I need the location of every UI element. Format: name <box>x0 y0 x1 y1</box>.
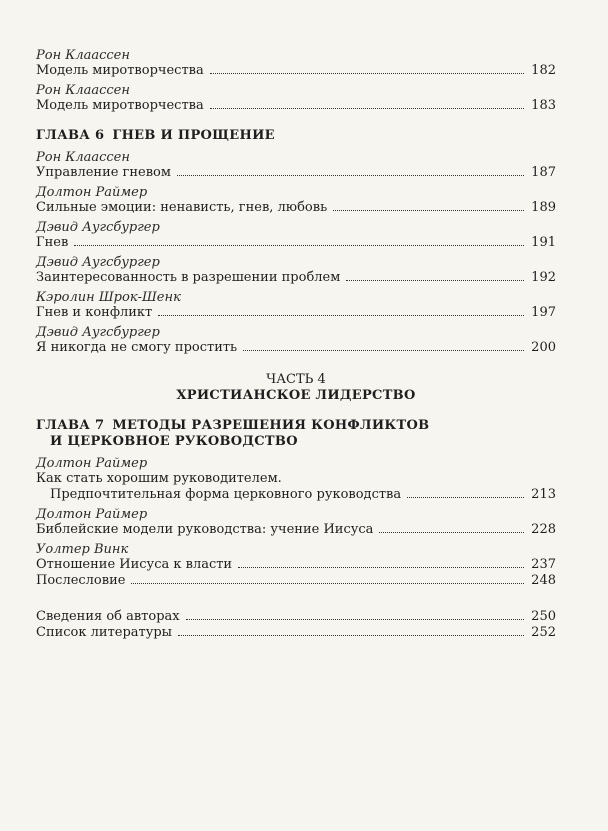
toc-entry <box>36 456 556 503</box>
entry-author: Уолтер Винк <box>36 542 129 557</box>
entry-title: Библейские модели руководства: учение Иисуса <box>36 522 374 537</box>
leader-dots <box>407 497 524 498</box>
leader-dots <box>210 108 524 109</box>
leader-dots <box>186 619 524 620</box>
chapter-label: ГЛАВА 6 <box>36 128 105 143</box>
entry-line <box>36 625 556 641</box>
entry-page: 197 <box>531 305 556 320</box>
entry-title: Заинтересованность в разрешении проблем <box>36 270 341 285</box>
entry-page: 213 <box>531 487 556 502</box>
entry-line <box>36 200 556 216</box>
leader-dots <box>243 350 524 351</box>
entry-page: 182 <box>531 63 556 78</box>
entry-line <box>36 609 556 625</box>
entry-page: 250 <box>531 609 556 624</box>
entry-author: Рон Клаассен <box>36 150 130 165</box>
entry-title: Сведения об авторах <box>36 609 180 624</box>
leader-dots <box>379 532 524 533</box>
leader-dots <box>131 583 524 584</box>
entry-author: Рон Клаассен <box>36 48 130 63</box>
entry-title: Я никогда не смогу простить <box>36 340 238 355</box>
entry-page: 192 <box>531 270 556 285</box>
entry-line <box>36 270 556 286</box>
leader-dots <box>346 280 524 281</box>
entry-author: Рон Клаассен <box>36 83 130 98</box>
part-title: ХРИСТИАНСКОЕ ЛИДЕРСТВО <box>176 388 416 403</box>
toc-entry <box>36 185 556 216</box>
toc-entry <box>36 542 556 589</box>
leader-dots <box>238 567 524 568</box>
toc-entry <box>36 255 556 286</box>
toc-entry <box>36 150 556 181</box>
leader-dots <box>333 210 524 211</box>
toc-entry <box>36 507 556 538</box>
entry-author: Кэролин Шрок-Шенк <box>36 290 181 305</box>
entry-author: Долтон Раймер <box>36 507 148 522</box>
chapter-title: ГНЕВ И ПРОЩЕНИЕ <box>112 128 275 143</box>
leader-dots <box>210 73 524 74</box>
entry-title-line2: Предпочтительная форма церковного руководства <box>50 487 402 502</box>
toc-entry <box>36 325 556 356</box>
toc-entry <box>36 48 556 79</box>
entry-line <box>36 305 556 321</box>
chapter-title-line1: МЕТОДЫ РАЗРЕШЕНИЯ КОНФЛИКТОВ <box>112 418 430 433</box>
entry-author: Долтон Раймер <box>36 185 148 200</box>
entry-author: Дэвид Аугсбургер <box>36 255 160 270</box>
entry-title: Управление гневом <box>36 165 171 180</box>
chapter-title-line2: И ЦЕРКОВНОЕ РУКОВОДСТВО <box>50 434 298 449</box>
entry-title: Отношение Иисуса к власти <box>36 557 233 572</box>
part-label: ЧАСТЬ 4 <box>266 372 326 387</box>
entry-title-line1: Как стать хорошим руководителем. <box>36 471 282 486</box>
entry-line <box>36 63 556 79</box>
entry-line <box>36 98 556 114</box>
entry-page: 183 <box>531 98 556 113</box>
entry-line <box>36 235 556 251</box>
entry-page: 189 <box>531 200 556 215</box>
entry-page: 187 <box>531 165 556 180</box>
leader-dots <box>178 635 524 636</box>
entry-author: Дэвид Аугсбургер <box>36 325 160 340</box>
table-of-contents <box>36 48 556 641</box>
toc-entry <box>36 83 556 114</box>
entry-title: Послесловие <box>36 573 126 588</box>
entry-line <box>36 557 556 573</box>
leader-dots <box>74 245 524 246</box>
toc-entry <box>36 290 556 321</box>
entry-page: 248 <box>531 573 556 588</box>
entry-author: Долтон Раймер <box>36 456 148 471</box>
chapter-heading <box>36 128 556 144</box>
entry-line <box>36 573 556 589</box>
entry-page: 200 <box>531 340 556 355</box>
entry-title: Модель миротворчества <box>36 98 204 113</box>
entry-page: 228 <box>531 522 556 537</box>
leader-dots <box>158 315 524 316</box>
entry-title: Модель миротворчества <box>36 63 204 78</box>
entry-line <box>36 165 556 181</box>
entry-line <box>36 340 556 356</box>
toc-entry <box>36 220 556 251</box>
entry-title: Сильные эмоции: ненависть, гнев, любовь <box>36 200 328 215</box>
chapter-heading <box>36 418 556 450</box>
entry-author: Дэвид Аугсбургер <box>36 220 160 235</box>
chapter-label: ГЛАВА 7 <box>36 418 105 433</box>
entry-page: 252 <box>531 625 556 640</box>
leader-dots <box>177 175 524 176</box>
entry-page: 191 <box>531 235 556 250</box>
entry-line <box>36 487 556 503</box>
entry-line <box>36 522 556 538</box>
entry-page: 237 <box>531 557 556 572</box>
entry-title: Гнев <box>36 235 69 250</box>
entry-title: Гнев и конфликт <box>36 305 153 320</box>
entry-title: Список литературы <box>36 625 173 640</box>
